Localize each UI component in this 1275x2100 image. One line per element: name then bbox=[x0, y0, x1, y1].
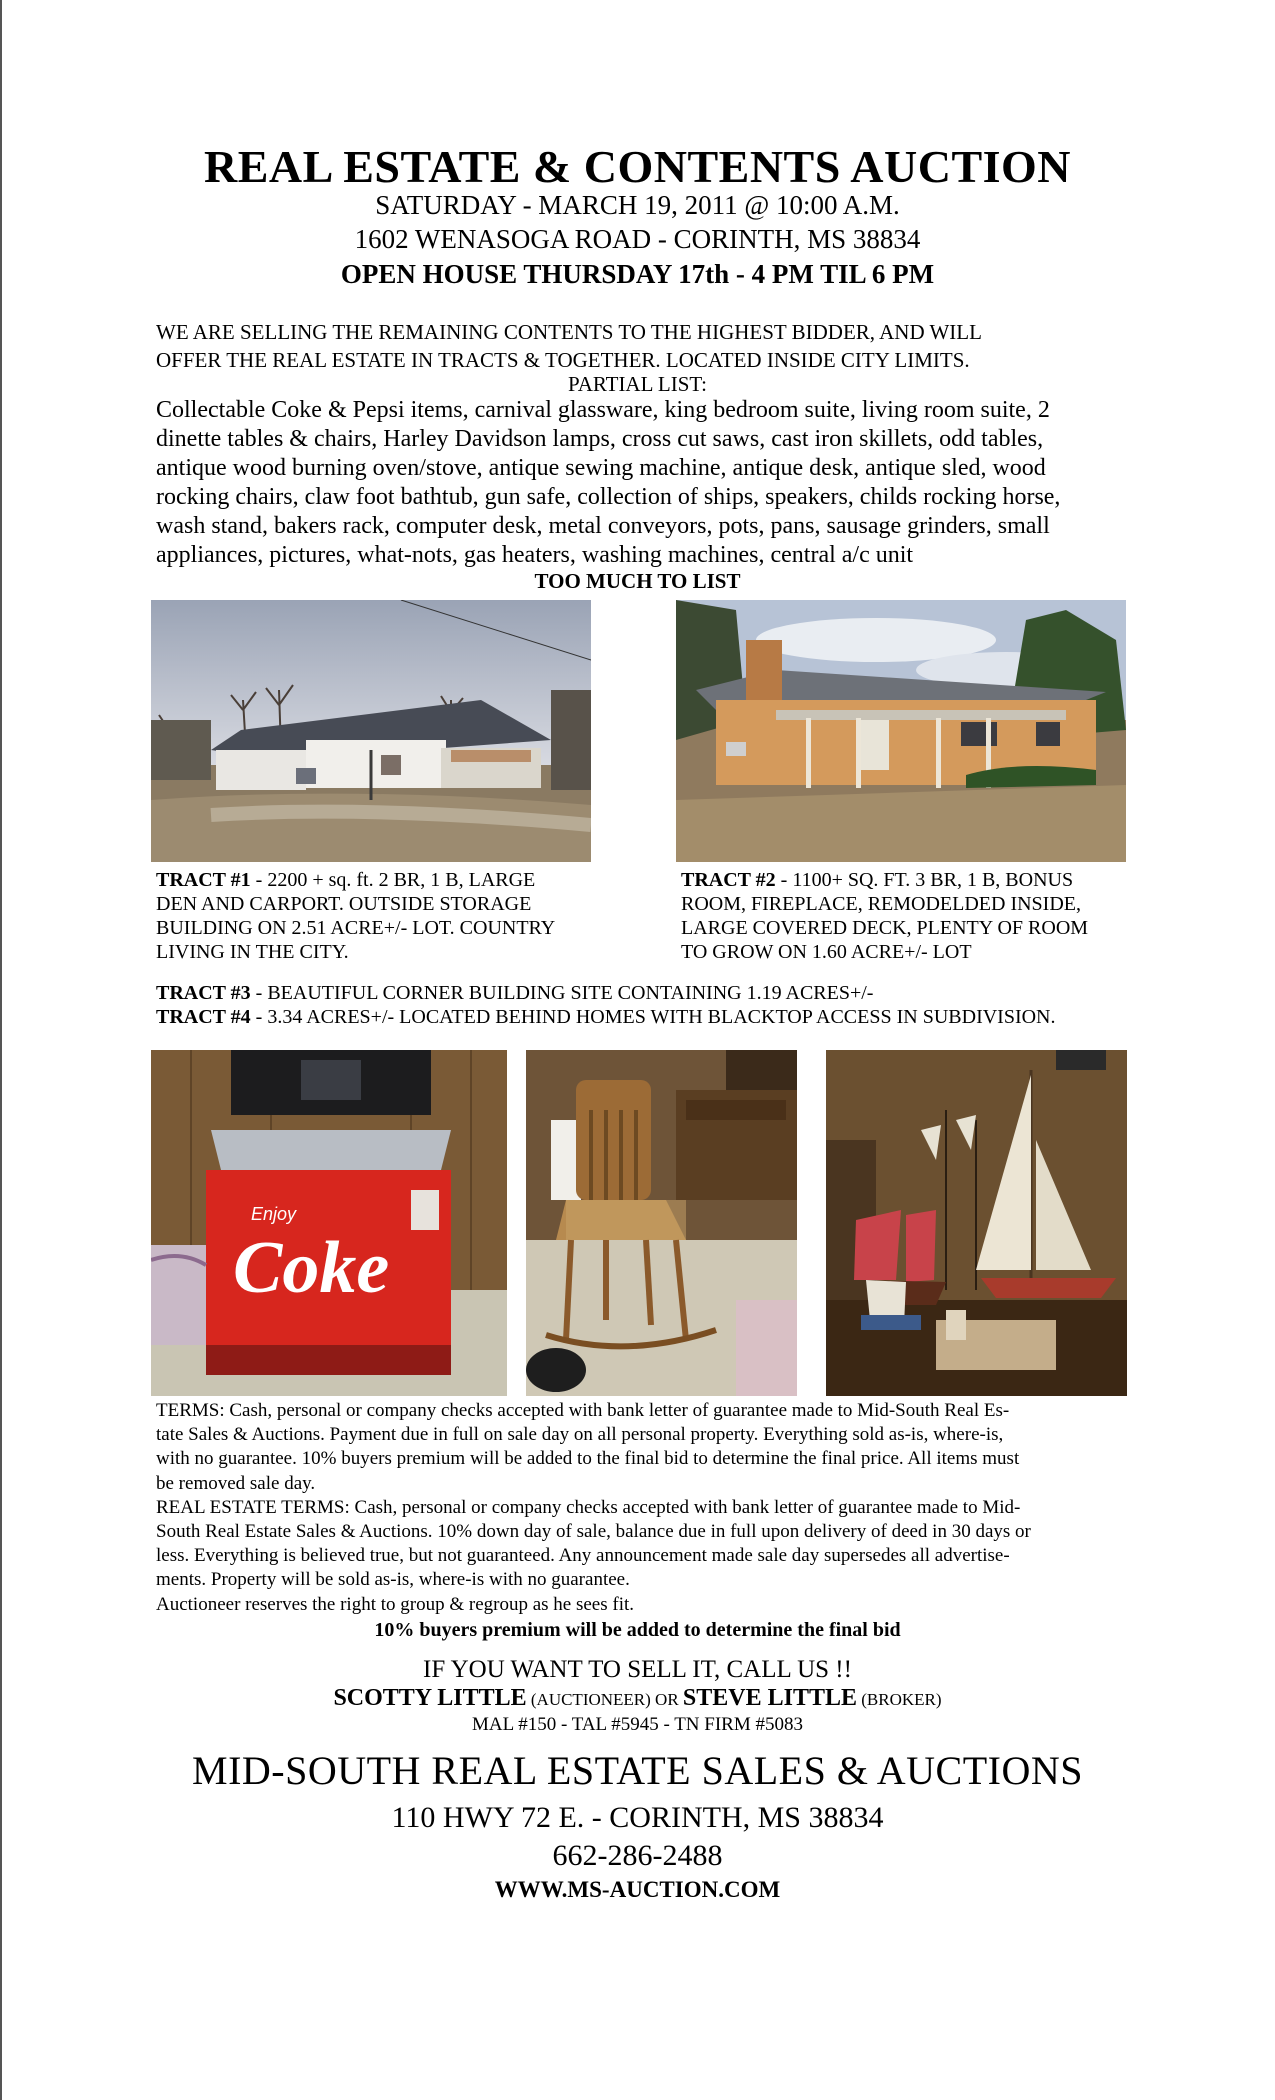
tract-2-line: LARGE COVERED DECK, PLENTY OF ROOM bbox=[681, 917, 1089, 939]
tract-1-line: LIVING IN THE CITY. bbox=[156, 941, 349, 963]
partial-list-heading: PARTIAL LIST: bbox=[567, 372, 708, 396]
broker-role: (BROKER) bbox=[857, 1690, 942, 1709]
tract-1-line: BUILDING ON 2.51 ACRE+/- LOT. COUNTRY bbox=[156, 917, 556, 939]
terms-line: TERMS: Cash, personal or company checks accepted with bank letter of guarantee made to Mid-South Real Es- bbox=[156, 1400, 1010, 1421]
auction-date: SATURDAY - MARCH 19, 2011 @ 10:00 A.M. bbox=[375, 190, 900, 220]
partial-list-line: rocking chairs, claw foot bathtub, gun safe, collection of ships, speakers, childs rocking horse, bbox=[156, 484, 1061, 510]
company-phone: 662-286-2488 bbox=[552, 1839, 723, 1872]
coke-machine-photo bbox=[151, 1050, 507, 1396]
tract-4-description bbox=[156, 1005, 1136, 1029]
tract-2-label: TRACT #2 bbox=[681, 869, 776, 891]
partial-list-line: wash stand, bakers rack, computer desk, metal conveyors, pots, pans, sausage grinders, small bbox=[156, 513, 1050, 539]
tract-1-label: TRACT #1 bbox=[156, 869, 251, 891]
terms-line: be removed sale day. bbox=[156, 1472, 316, 1494]
real-estate-terms-line: South Real Estate Sales & Auctions. 10% down day of sale, balance due in full upon delivery of deed in 30 days or bbox=[156, 1521, 1031, 1543]
partial-list-line: appliances, pictures, what-nots, gas heaters, washing machines, central a/c unit bbox=[156, 542, 914, 568]
rocking-chair-photo bbox=[526, 1050, 797, 1396]
ship-collection-photo bbox=[826, 1050, 1127, 1396]
tract-2-line: - 1100+ SQ. FT. 3 BR, 1 B, BONUS bbox=[775, 869, 1074, 891]
auctioneer-role: (AUCTIONEER) bbox=[526, 1690, 651, 1709]
or-text: OR bbox=[650, 1690, 683, 1709]
contacts-line bbox=[0, 1685, 1275, 1712]
tract-1-line: DEN AND CARPORT. OUTSIDE STORAGE bbox=[156, 893, 532, 915]
auctioneer-name: SCOTTY LITTLE bbox=[333, 1685, 527, 1711]
terms-line: tate Sales & Auctions. Payment due in full on sale day on all personal property. Everything sold as-is, where-is, bbox=[156, 1424, 1004, 1446]
tract-2-line: TO GROW ON 1.60 ACRE+/- LOT bbox=[681, 941, 972, 963]
too-much-to-list: TOO MUCH TO LIST bbox=[534, 569, 741, 593]
company-name: MID-SOUTH REAL ESTATE SALES & AUCTIONS bbox=[192, 1748, 1083, 1793]
auction-address: 1602 WENASOGA ROAD - CORINTH, MS 38834 bbox=[354, 224, 921, 254]
tract-1-house-photo bbox=[151, 600, 591, 862]
tract-4-text: - 3.34 ACRES+/- LOCATED BEHIND HOMES WITH BLACKTOP ACCESS IN SUBDIVISION. bbox=[250, 1006, 1056, 1028]
call-us-line: IF YOU WANT TO SELL IT, CALL US !! bbox=[423, 1656, 852, 1683]
tract-3-label: TRACT #3 bbox=[156, 982, 251, 1004]
partial-list-line: antique wood burning oven/stove, antique sewing machine, antique desk, antique sled, wood bbox=[156, 455, 1046, 481]
tract-3-description bbox=[156, 981, 1136, 1005]
terms-line: with no guarantee. 10% buyers premium will be added to the final bid to determine the final price. All items must bbox=[156, 1448, 1020, 1470]
website-link[interactable]: WWW.MS-AUCTION.COM bbox=[494, 1877, 781, 1902]
company-address: 110 HWY 72 E. - CORINTH, MS 38834 bbox=[391, 1801, 884, 1834]
tract-2-line: ROOM, FIREPLACE, REMODELDED INSIDE, bbox=[681, 893, 1081, 915]
broker-name: STEVE LITTLE bbox=[682, 1685, 858, 1711]
open-house-line: OPEN HOUSE THURSDAY 17th - 4 PM TIL 6 PM bbox=[340, 259, 935, 289]
tract-4-label: TRACT #4 bbox=[156, 1006, 251, 1028]
license-numbers: MAL #150 - TAL #5945 - TN FIRM #5083 bbox=[472, 1714, 803, 1735]
premium-note: 10% buyers premium will be added to determine the final bid bbox=[374, 1619, 901, 1641]
tract-3-text: - BEAUTIFUL CORNER BUILDING SITE CONTAINING 1.19 ACRES+/- bbox=[250, 982, 874, 1004]
tract-2-house-photo bbox=[676, 600, 1126, 862]
tract-2-description bbox=[681, 868, 1131, 964]
page-title: REAL ESTATE & CONTENTS AUCTION bbox=[203, 141, 1072, 192]
real-estate-terms-line: ments. Property will be sold as-is, where-is with no guarantee. bbox=[156, 1569, 630, 1591]
partial-list-line: Collectable Coke & Pepsi items, carnival glassware, king bedroom suite, living room suite, 2 bbox=[156, 397, 1050, 423]
intro-line-2: OFFER THE REAL ESTATE IN TRACTS & TOGETHER. LOCATED INSIDE CITY LIMITS. bbox=[156, 348, 970, 372]
tract-1-description bbox=[156, 868, 586, 964]
partial-list-line: dinette tables & chairs, Harley Davidson lamps, cross cut saws, cast iron skillets, odd tables, bbox=[156, 426, 1044, 452]
real-estate-terms-line: REAL ESTATE TERMS: Cash, personal or company checks accepted with bank letter of guarantee made to Mid- bbox=[156, 1496, 1021, 1518]
intro-line-1: WE ARE SELLING THE REMAINING CONTENTS TO THE HIGHEST BIDDER, AND WILL bbox=[156, 320, 982, 344]
coke-enjoy-text: Enjoy bbox=[251, 1204, 297, 1224]
partial-list bbox=[156, 396, 1116, 570]
real-estate-terms-line: less. Everything is believed true, but not guaranteed. Any announcement made sale day supersedes all advertise- bbox=[156, 1545, 1010, 1567]
tract-1-line: - 2200 + sq. ft. 2 BR, 1 B, LARGE bbox=[250, 869, 536, 891]
coke-logo-text: Coke bbox=[233, 1227, 390, 1309]
terms-section bbox=[156, 1399, 1121, 1617]
auctioneer-note: Auctioneer reserves the right to group & regroup as he sees fit. bbox=[156, 1593, 635, 1615]
